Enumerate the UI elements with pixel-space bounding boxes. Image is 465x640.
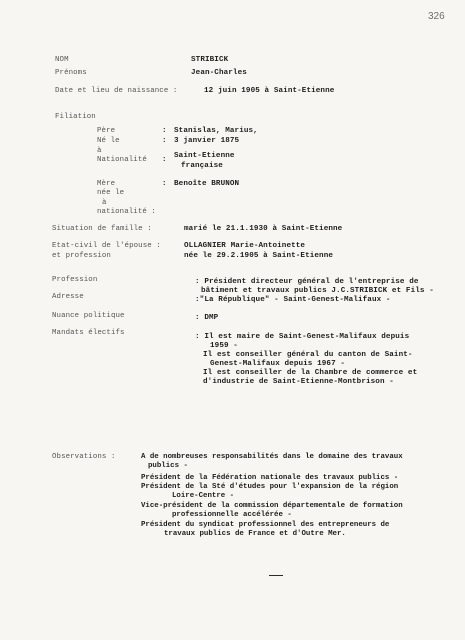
situation-value: marié le 21.1.1930 à Saint-Etienne xyxy=(184,225,343,233)
mere-value: Benoîte BRUNON xyxy=(174,180,240,188)
mandats-line: d'industrie de Saint-Etienne-Montbrison - xyxy=(203,378,394,386)
nee-le-label: née le xyxy=(97,189,125,197)
observations-line: Loire-Centre - xyxy=(172,492,235,500)
nationalite2-label: nationalité : xyxy=(97,208,156,216)
a-label: à xyxy=(97,147,102,155)
end-dash xyxy=(269,575,283,576)
naissance-value: 12 juin 1905 à Saint-Etienne xyxy=(204,87,335,95)
ne-le-colon: : xyxy=(162,137,167,145)
observations-line: travaux publics de France et d'Outre Mer. xyxy=(164,530,346,538)
filiation-label: Filiation xyxy=(55,113,96,121)
observations-line: Vice-président de la commission départementale de formation xyxy=(141,502,403,510)
ne-le-value: 3 janvier 1875 xyxy=(174,137,240,145)
mandats-label: Mandats électifs xyxy=(52,329,125,337)
page-number: 326 xyxy=(428,11,445,22)
observations-line: A de nombreuses responsabilités dans le domaine des travaux xyxy=(141,453,403,461)
mere-colon: : xyxy=(162,180,167,188)
mandats-line: 1959 - xyxy=(210,342,238,350)
epouse-value-1: OLLAGNIER Marie-Antoinette xyxy=(184,242,306,250)
adresse-value: :"La République" - Saint-Genest-Malifaux - xyxy=(195,296,391,304)
nom-label: NOM xyxy=(55,56,69,64)
nom-value: STRIBICK xyxy=(191,56,229,64)
profession-label: Profession xyxy=(52,276,98,284)
pere-label: Père xyxy=(97,127,116,135)
observations-line: publics - xyxy=(148,462,188,470)
a2-label: à xyxy=(102,199,107,207)
observations-line: Président de la Sté d'études pour l'expansion de la région xyxy=(141,483,399,491)
nationalite-value-2: française xyxy=(181,162,223,170)
nationalite-value-1: Saint-Etienne xyxy=(174,152,235,160)
observations-line: Président du syndicat professionnel des entrepreneurs de xyxy=(141,521,390,529)
mandats-line: Genest-Malifaux depuis 1967 - xyxy=(210,360,346,368)
adresse-label: Adresse xyxy=(52,293,84,301)
observations-line: Président de la Fédération nationale des travaux publics - xyxy=(141,474,399,482)
prenoms-value: Jean-Charles xyxy=(191,69,247,77)
mandats-line: : Il est maire de Saint-Genest-Malifaux depuis xyxy=(195,333,410,341)
nationalite-colon: : xyxy=(162,156,167,164)
ne-le-label: Né le xyxy=(97,137,120,145)
profession-value-1: : Président directeur général de l'entreprise de xyxy=(195,278,419,286)
epouse-label-1: Etat-civil de l'épouse : xyxy=(52,242,161,250)
nuance-value: : DMP xyxy=(195,314,219,322)
prenoms-label: Prénoms xyxy=(55,69,87,77)
mandats-line: Il est conseiller général du canton de Saint- xyxy=(203,351,413,359)
nuance-label: Nuance politique xyxy=(52,312,125,320)
situation-label: Situation de famille : xyxy=(52,225,152,233)
mere-label: Mère xyxy=(97,180,116,188)
nationalite-label: Nationalité xyxy=(97,156,147,164)
pere-value: Stanislas, Marius, xyxy=(174,127,258,135)
observations-label: Observations : xyxy=(52,453,116,461)
observations-line: professionnelle accélérée - xyxy=(172,511,292,519)
mandats-line: Il est conseiller de la Chambre de commerce et xyxy=(203,369,418,377)
epouse-value-2: née le 29.2.1905 à Saint-Etienne xyxy=(184,252,334,260)
naissance-label: Date et lieu de naissance : xyxy=(55,87,178,95)
profession-value-2: bâtiment et travaux publics J.C.STRIBICK et Fils - xyxy=(201,287,434,295)
epouse-label-2: et profession xyxy=(52,252,111,260)
pere-colon: : xyxy=(162,127,167,135)
